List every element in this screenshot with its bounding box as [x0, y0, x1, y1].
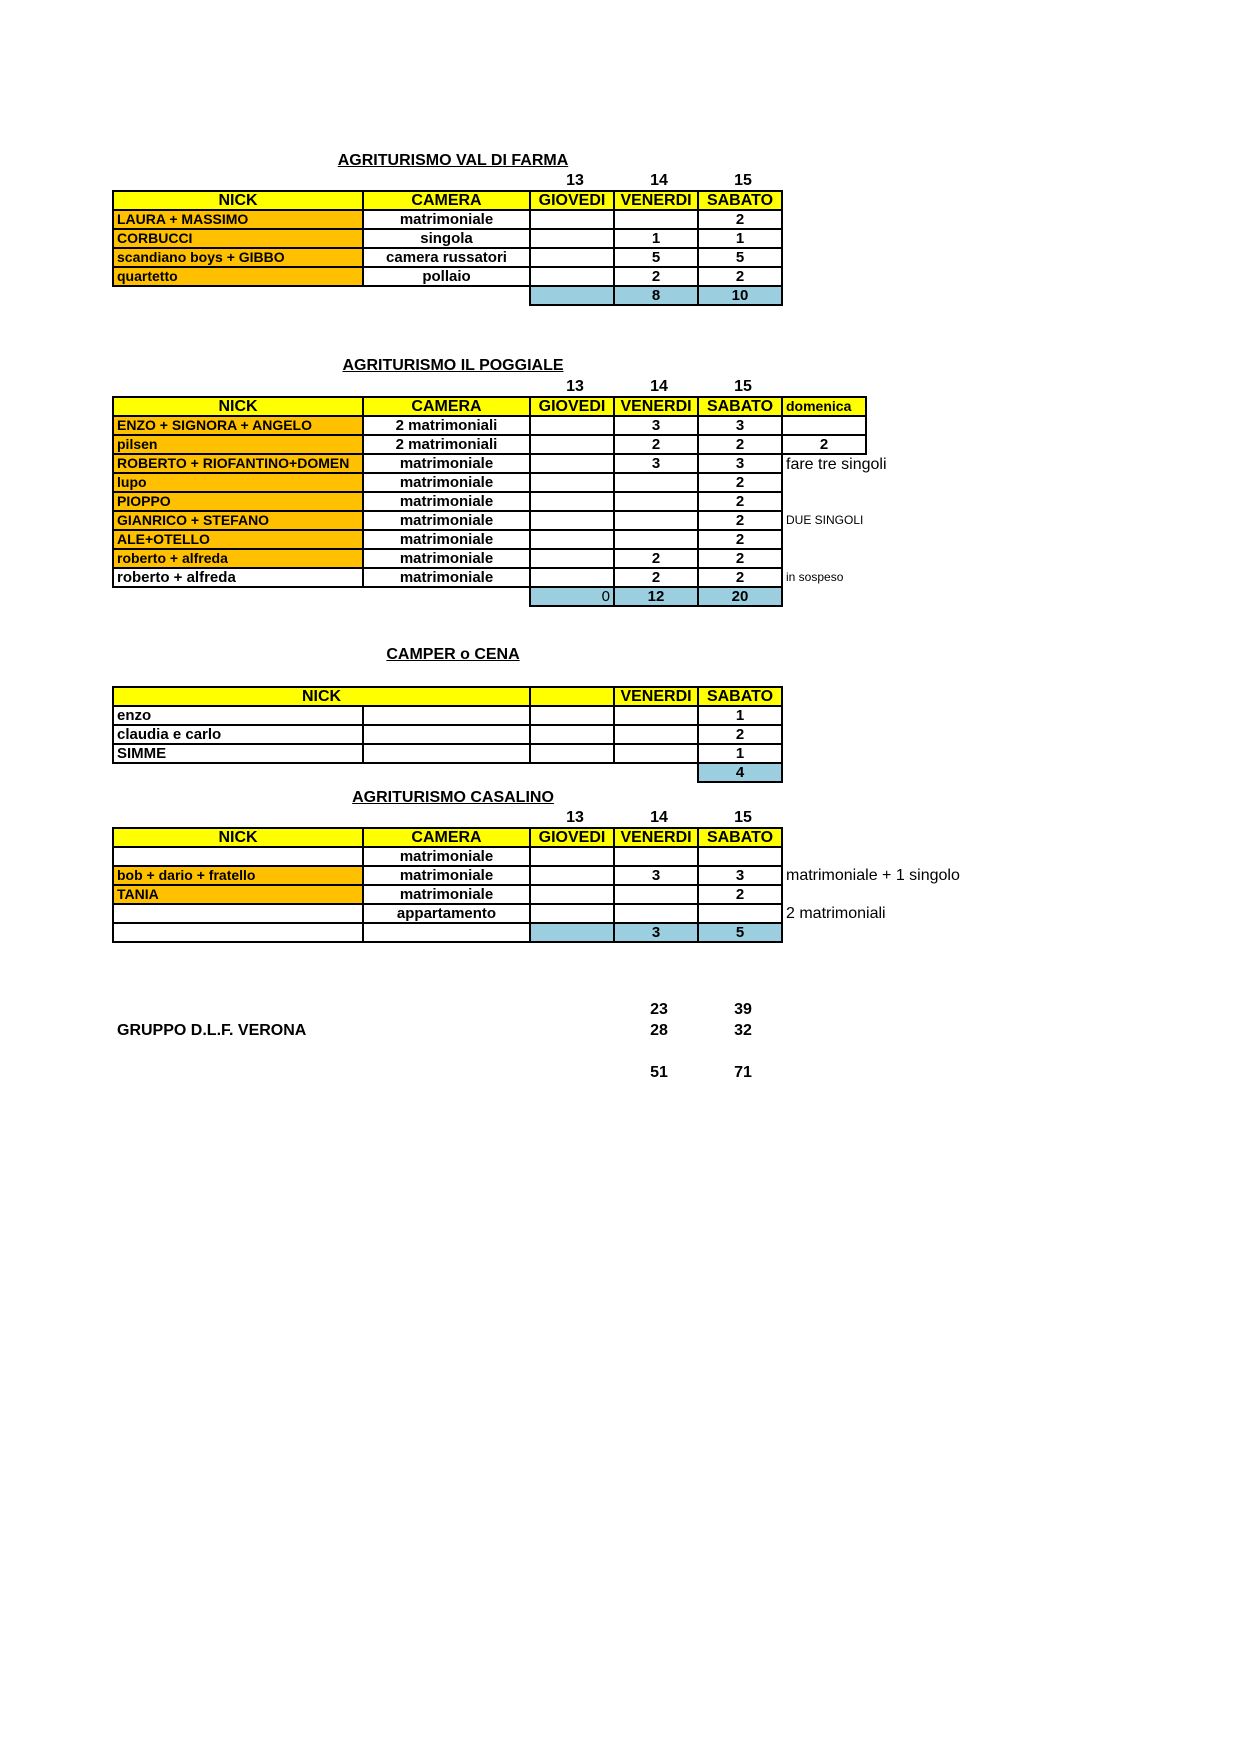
header-nick: NICK: [113, 397, 363, 416]
giovedi-cell: [530, 248, 614, 267]
camera-cell: matrimoniale: [363, 847, 530, 866]
sabato-cell: 1: [698, 229, 782, 248]
camera-cell: matrimoniale: [363, 530, 530, 549]
header-venerdi: VENERDI: [614, 191, 698, 210]
camera-cell: camera russatori: [363, 248, 530, 267]
camera-cell: matrimoniale: [363, 210, 530, 229]
header-venerdi: VENERDI: [614, 687, 698, 706]
table-row: [113, 866, 982, 885]
sabato-cell: 2: [698, 267, 782, 286]
total-sabato: 10: [698, 286, 782, 305]
nick-cell: claudia e carlo: [113, 725, 363, 744]
giovedi-cell: [530, 866, 614, 885]
sabato-cell: [698, 904, 782, 923]
row-note: [782, 847, 982, 866]
header-camera: CAMERA: [363, 397, 530, 416]
totals-row: [113, 763, 782, 782]
header-camera: CAMERA: [363, 828, 530, 847]
giovedi-cell: [530, 229, 614, 248]
poggiale-table: [112, 396, 1056, 607]
camera-cell: singola: [363, 229, 530, 248]
camera-cell: matrimoniale: [363, 492, 530, 511]
sabato-cell: 2: [698, 435, 782, 454]
day-number-14: 14: [650, 172, 668, 189]
giovedi-cell: [530, 492, 614, 511]
venerdi-cell: [614, 210, 698, 229]
table-row: [113, 473, 1056, 492]
sabato-cell: 5: [698, 248, 782, 267]
sabato-cell: 2: [698, 511, 782, 530]
camper-table: [112, 686, 783, 783]
table-row: [113, 904, 982, 923]
total-sabato: 20: [698, 587, 782, 606]
nick-cell: bob + dario + fratello: [113, 866, 363, 885]
venerdi-cell: 3: [614, 454, 698, 473]
table-row: [113, 706, 782, 725]
venerdi-cell: 3: [614, 866, 698, 885]
day-number-15: 15: [734, 172, 752, 189]
header-giovedi: GIOVEDI: [530, 191, 614, 210]
table-header-row: [113, 191, 782, 210]
table-row: [113, 416, 1056, 435]
table-row: [113, 267, 782, 286]
venerdi-cell: 3: [614, 416, 698, 435]
camera-cell: 2 matrimoniali: [363, 416, 530, 435]
giovedi-cell: [530, 530, 614, 549]
venerdi-cell: [614, 473, 698, 492]
total-giovedi: [530, 923, 614, 942]
sabato-cell: 1: [698, 744, 782, 763]
header-sabato: SABATO: [698, 828, 782, 847]
table-row: [113, 210, 782, 229]
table-row: [113, 725, 782, 744]
nick-cell: enzo: [113, 706, 363, 725]
giovedi-cell: [530, 416, 614, 435]
table-header-row: [113, 828, 982, 847]
nick-cell: roberto + alfreda: [113, 549, 363, 568]
table-row: [113, 549, 1056, 568]
sabato-cell: 3: [698, 454, 782, 473]
nick-cell: ENZO + SIGNORA + ANGELO: [113, 416, 363, 435]
summary-venerdi-final: 51: [650, 1064, 668, 1081]
venerdi-cell: [614, 904, 698, 923]
camera-cell: matrimoniale: [363, 866, 530, 885]
row-note: [782, 885, 982, 904]
header-giovedi: GIOVEDI: [530, 397, 614, 416]
venerdi-cell: 2: [614, 568, 698, 587]
sabato-cell: 3: [698, 416, 782, 435]
camera-cell: pollaio: [363, 267, 530, 286]
table-header-row: [113, 687, 782, 706]
table-row: [113, 744, 782, 763]
summary-sabato-final: 71: [734, 1064, 752, 1081]
sabato-cell: 2: [698, 549, 782, 568]
nick-cell: lupo: [113, 473, 363, 492]
total-giovedi: [530, 286, 614, 305]
venerdi-cell: [614, 885, 698, 904]
domenica-cell: [782, 416, 866, 435]
camper-title: CAMPER o CENA: [386, 646, 520, 663]
camera-cell: matrimoniale: [363, 511, 530, 530]
header-camera: CAMERA: [363, 191, 530, 210]
day-number-13: 13: [566, 378, 584, 395]
casalino-table: [112, 827, 983, 943]
table-row: [113, 248, 782, 267]
camera-cell: appartamento: [363, 904, 530, 923]
camera-cell: matrimoniale: [363, 473, 530, 492]
camera-cell: matrimoniale: [363, 885, 530, 904]
venerdi-cell: 5: [614, 248, 698, 267]
row-note: 2 matrimoniali: [786, 905, 886, 922]
val-di-farma-title: AGRITURISMO VAL DI FARMA: [337, 152, 569, 169]
sabato-cell: 3: [698, 866, 782, 885]
header-empty: [530, 687, 614, 706]
giovedi-cell: [530, 473, 614, 492]
day-number-13: 13: [566, 809, 584, 826]
nick-cell: ALE+OTELLO: [113, 530, 363, 549]
nick-cell: CORBUCCI: [113, 229, 363, 248]
table-row: [113, 568, 1056, 587]
nick-cell: [113, 904, 363, 923]
row-note: matrimoniale + 1 singolo: [786, 867, 960, 884]
table-row: [113, 435, 1056, 454]
camera-cell: 2 matrimoniali: [363, 435, 530, 454]
giovedi-cell: [530, 904, 614, 923]
nick-cell: TANIA: [113, 885, 363, 904]
header-nick: NICK: [113, 828, 363, 847]
nick-cell: LAURA + MASSIMO: [113, 210, 363, 229]
giovedi-cell: [530, 210, 614, 229]
header-sabato: SABATO: [698, 397, 782, 416]
camera-cell: matrimoniale: [363, 549, 530, 568]
day-number-13: 13: [566, 172, 584, 189]
venerdi-cell: 2: [614, 267, 698, 286]
total-sabato: 5: [698, 923, 782, 942]
row-note: in sospeso: [786, 570, 844, 584]
group-label: GRUPPO D.L.F. VERONA: [117, 1022, 307, 1039]
row-note: fare tre singoli: [786, 455, 887, 473]
poggiale-title: AGRITURISMO IL POGGIALE: [342, 357, 564, 374]
total-giovedi: 0: [530, 587, 614, 606]
domenica-cell: 2: [782, 435, 866, 454]
table-row: [113, 492, 1056, 511]
venerdi-cell: 2: [614, 435, 698, 454]
nick-cell: [113, 847, 363, 866]
nick-cell: PIOPPO: [113, 492, 363, 511]
total-venerdi: 3: [614, 923, 698, 942]
venerdi-cell: [614, 530, 698, 549]
sabato-cell: 2: [698, 568, 782, 587]
venerdi-cell: [614, 847, 698, 866]
sabato-cell: 2: [698, 530, 782, 549]
sabato-cell: 2: [698, 885, 782, 904]
header-venerdi: VENERDI: [614, 397, 698, 416]
nick-cell: quartetto: [113, 267, 363, 286]
venerdi-cell: [614, 492, 698, 511]
nick-cell: roberto + alfreda: [113, 568, 363, 587]
casalino-title: AGRITURISMO CASALINO: [352, 789, 554, 806]
row-note: [866, 416, 1056, 435]
val-di-farma-table: [112, 190, 783, 306]
sabato-cell: 1: [698, 706, 782, 725]
venerdi-cell: 1: [614, 229, 698, 248]
header-nick: NICK: [113, 191, 363, 210]
sabato-cell: 2: [698, 725, 782, 744]
totals-row: [113, 923, 982, 942]
table-row: [113, 229, 782, 248]
camera-cell: matrimoniale: [363, 454, 530, 473]
sabato-cell: 2: [698, 473, 782, 492]
giovedi-cell: [530, 847, 614, 866]
giovedi-cell: [530, 435, 614, 454]
day-number-15: 15: [734, 809, 752, 826]
giovedi-cell: [530, 454, 614, 473]
giovedi-cell: [530, 885, 614, 904]
table-row: [113, 511, 1056, 530]
nick-cell: pilsen: [113, 435, 363, 454]
giovedi-cell: [530, 267, 614, 286]
nick-cell: ROBERTO + RIOFANTINO+DOMEN: [113, 454, 363, 473]
header-sabato: SABATO: [698, 687, 782, 706]
day-number-14: 14: [650, 809, 668, 826]
totals-row: [113, 587, 1056, 606]
nick-cell: SIMME: [113, 744, 363, 763]
venerdi-cell: 2: [614, 549, 698, 568]
header-nick: NICK: [113, 687, 530, 706]
total-venerdi: 8: [614, 286, 698, 305]
table-row: [113, 530, 1056, 549]
row-note: [866, 435, 1056, 454]
table-row: [113, 885, 982, 904]
header-sabato: SABATO: [698, 191, 782, 210]
giovedi-cell: [530, 511, 614, 530]
sabato-cell: 2: [698, 492, 782, 511]
table-header-row: [113, 397, 1056, 416]
summary-venerdi-1: 23: [650, 1001, 668, 1018]
row-note: DUE SINGOLI: [786, 513, 864, 527]
giovedi-cell: [530, 549, 614, 568]
sabato-cell: 2: [698, 210, 782, 229]
header-venerdi: VENERDI: [614, 828, 698, 847]
day-number-14: 14: [650, 378, 668, 395]
sabato-cell: [698, 847, 782, 866]
summary-sabato-2: 32: [734, 1022, 752, 1039]
camera-cell: matrimoniale: [363, 568, 530, 587]
nick-cell: GIANRICO + STEFANO: [113, 511, 363, 530]
summary-venerdi-2: 28: [650, 1022, 668, 1039]
total-sabato: 4: [698, 763, 782, 782]
venerdi-cell: [614, 511, 698, 530]
totals-row: [113, 286, 782, 305]
day-number-15: 15: [734, 378, 752, 395]
header-domenica: domenica: [782, 397, 866, 416]
total-venerdi: 12: [614, 587, 698, 606]
header-giovedi: GIOVEDI: [530, 828, 614, 847]
summary-sabato-1: 39: [734, 1001, 752, 1018]
table-row: [113, 847, 982, 866]
table-row: [113, 454, 1056, 473]
giovedi-cell: [530, 568, 614, 587]
nick-cell: scandiano boys + GIBBO: [113, 248, 363, 267]
